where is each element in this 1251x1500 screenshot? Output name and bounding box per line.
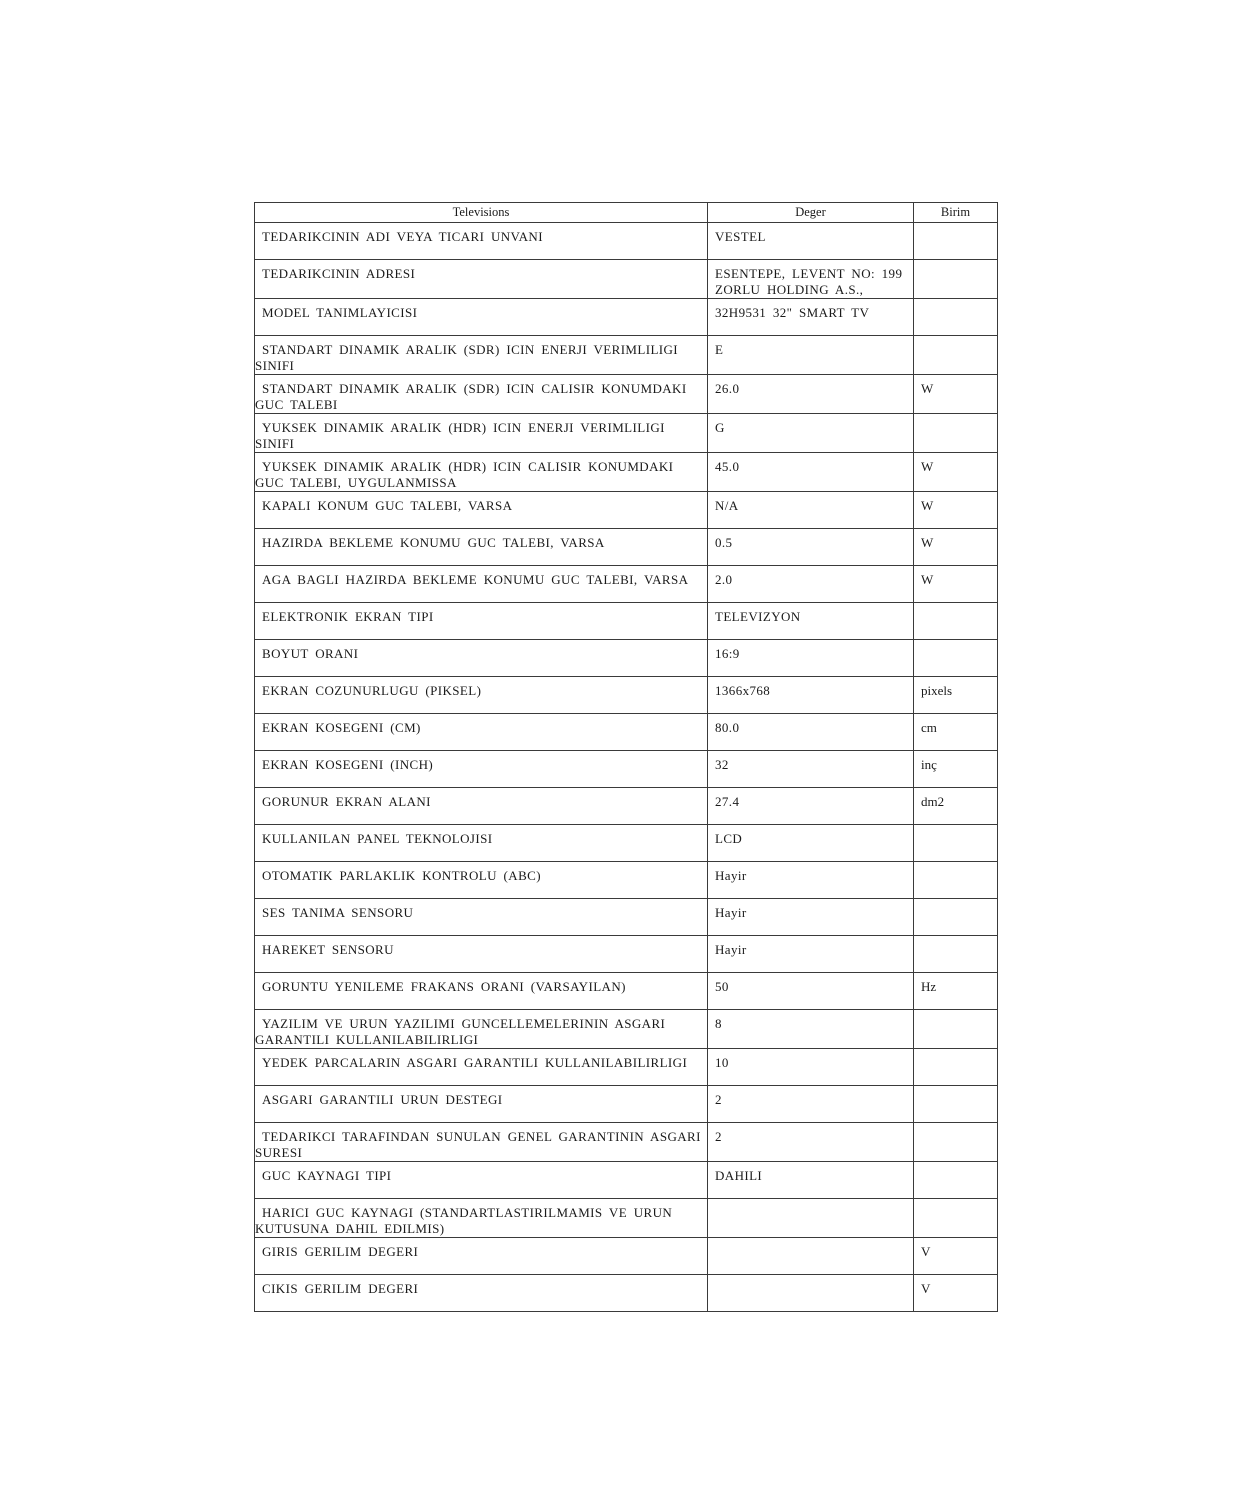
table-body: [255, 223, 998, 1312]
row-value: [708, 1238, 914, 1275]
row-unit: [914, 1086, 998, 1123]
table-row: [255, 260, 998, 299]
table-header: [255, 203, 998, 223]
row-unit: W: [914, 492, 998, 529]
row-value: 0.5: [708, 529, 914, 566]
row-label: MODEL TANIMLAYICISI: [255, 299, 708, 336]
table-row: [255, 603, 998, 640]
row-label: HAREKET SENSORU: [255, 936, 708, 973]
row-unit: [914, 640, 998, 677]
row-unit: [914, 414, 998, 453]
row-value: [708, 1275, 914, 1312]
table-row: [255, 640, 998, 677]
table-row: [255, 336, 998, 375]
header-unit: Birim: [914, 203, 998, 223]
row-value: E: [708, 336, 914, 375]
row-label: TEDARIKCININ ADI VEYA TICARI UNVANI: [255, 223, 708, 260]
row-value: 2: [708, 1086, 914, 1123]
row-value: 50: [708, 973, 914, 1010]
row-unit: [914, 299, 998, 336]
row-unit: W: [914, 453, 998, 492]
row-value: ESENTEPE, LEVENT NO: 199 ZORLU HOLDING A.S.,: [708, 260, 914, 299]
table-row: [255, 1162, 998, 1199]
row-unit: V: [914, 1275, 998, 1312]
row-label: YEDEK PARCALARIN ASGARI GARANTILI KULLANILABILIRLIGI: [255, 1049, 708, 1086]
table-row: [255, 973, 998, 1010]
table-row: [255, 788, 998, 825]
row-unit: [914, 1199, 998, 1238]
row-label: KAPALI KONUM GUC TALEBI, VARSA: [255, 492, 708, 529]
table-row: [255, 566, 998, 603]
row-value: 2: [708, 1123, 914, 1162]
table-row: [255, 414, 998, 453]
row-value: 32: [708, 751, 914, 788]
row-value: G: [708, 414, 914, 453]
row-label: OTOMATIK PARLAKLIK KONTROLU (ABC): [255, 862, 708, 899]
row-label: CIKIS GERILIM DEGERI: [255, 1275, 708, 1312]
table-row: [255, 1010, 998, 1049]
row-label: YUKSEK DINAMIK ARALIK (HDR) ICIN ENERJI VERIMLILIGI SINIFI: [255, 414, 708, 453]
table-row: [255, 529, 998, 566]
row-label: GORUNUR EKRAN ALANI: [255, 788, 708, 825]
row-value: Hayir: [708, 899, 914, 936]
row-value: 2.0: [708, 566, 914, 603]
row-unit: inç: [914, 751, 998, 788]
table-row: [255, 1199, 998, 1238]
table-row: [255, 936, 998, 973]
row-unit: Hz: [914, 973, 998, 1010]
table-row: [255, 714, 998, 751]
row-value: N/A: [708, 492, 914, 529]
row-label: EKRAN KOSEGENI (INCH): [255, 751, 708, 788]
row-unit: [914, 899, 998, 936]
row-label: STANDART DINAMIK ARALIK (SDR) ICIN ENERJI VERIMLILIGI SINIFI: [255, 336, 708, 375]
row-label: TEDARIKCI TARAFINDAN SUNULAN GENEL GARANTININ ASGARI SURESI: [255, 1123, 708, 1162]
row-label: HARICI GUC KAYNAGI (STANDARTLASTIRILMAMIS VE URUN KUTUSUNA DAHIL EDILMIS): [255, 1199, 708, 1238]
row-unit: [914, 223, 998, 260]
table-row: [255, 899, 998, 936]
row-label: GUC KAYNAGI TIPI: [255, 1162, 708, 1199]
row-label: EKRAN COZUNURLUGU (PIKSEL): [255, 677, 708, 714]
row-unit: [914, 336, 998, 375]
row-unit: pixels: [914, 677, 998, 714]
row-unit: [914, 260, 998, 299]
table-row: [255, 1049, 998, 1086]
table-row: [255, 862, 998, 899]
row-value: 16:9: [708, 640, 914, 677]
document-page: [254, 202, 997, 1312]
row-unit: cm: [914, 714, 998, 751]
row-value: 27.4: [708, 788, 914, 825]
table-row: [255, 453, 998, 492]
row-label: GIRIS GERILIM DEGERI: [255, 1238, 708, 1275]
row-unit: dm2: [914, 788, 998, 825]
row-value: VESTEL: [708, 223, 914, 260]
row-label: YUKSEK DINAMIK ARALIK (HDR) ICIN CALISIR KONUMDAKI GUC TALEBI, UYGULANMISSA: [255, 453, 708, 492]
row-unit: [914, 1049, 998, 1086]
row-unit: [914, 862, 998, 899]
row-label: HAZIRDA BEKLEME KONUMU GUC TALEBI, VARSA: [255, 529, 708, 566]
header-item: Televisions: [255, 203, 708, 223]
table-row: [255, 492, 998, 529]
header-value: Deger: [708, 203, 914, 223]
row-label: GORUNTU YENILEME FRAKANS ORANI (VARSAYILAN): [255, 973, 708, 1010]
row-label: ASGARI GARANTILI URUN DESTEGI: [255, 1086, 708, 1123]
row-value: 26.0: [708, 375, 914, 414]
row-value: 1366x768: [708, 677, 914, 714]
row-label: STANDART DINAMIK ARALIK (SDR) ICIN CALISIR KONUMDAKI GUC TALEBI: [255, 375, 708, 414]
row-unit: [914, 825, 998, 862]
row-label: TEDARIKCININ ADRESI: [255, 260, 708, 299]
row-value: DAHILI: [708, 1162, 914, 1199]
row-value: Hayir: [708, 862, 914, 899]
table-row: [255, 677, 998, 714]
row-label: EKRAN KOSEGENI (CM): [255, 714, 708, 751]
table-row: [255, 375, 998, 414]
table-row: [255, 223, 998, 260]
row-unit: [914, 1010, 998, 1049]
row-value: 80.0: [708, 714, 914, 751]
table-row: [255, 299, 998, 336]
table-row: [255, 1275, 998, 1312]
row-label: AGA BAGLI HAZIRDA BEKLEME KONUMU GUC TALEBI, VARSA: [255, 566, 708, 603]
header-row: [255, 203, 998, 223]
table-row: [255, 1086, 998, 1123]
row-unit: [914, 1162, 998, 1199]
row-value: LCD: [708, 825, 914, 862]
row-unit: W: [914, 529, 998, 566]
row-label: BOYUT ORANI: [255, 640, 708, 677]
table-row: [255, 1238, 998, 1275]
product-information-table: [254, 202, 998, 1312]
table-row: [255, 1123, 998, 1162]
row-unit: W: [914, 566, 998, 603]
row-unit: V: [914, 1238, 998, 1275]
row-value: 45.0: [708, 453, 914, 492]
table-row: [255, 825, 998, 862]
row-label: YAZILIM VE URUN YAZILIMI GUNCELLEMELERININ ASGARI GARANTILI KULLANILABILIRLIGI: [255, 1010, 708, 1049]
row-unit: W: [914, 375, 998, 414]
row-label: KULLANILAN PANEL TEKNOLOJISI: [255, 825, 708, 862]
row-unit: [914, 1123, 998, 1162]
row-unit: [914, 603, 998, 640]
row-value: Hayir: [708, 936, 914, 973]
row-value: 10: [708, 1049, 914, 1086]
row-label: ELEKTRONIK EKRAN TIPI: [255, 603, 708, 640]
row-value: TELEVIZYON: [708, 603, 914, 640]
row-unit: [914, 936, 998, 973]
row-value: 32H9531 32" SMART TV: [708, 299, 914, 336]
table-row: [255, 751, 998, 788]
row-label: SES TANIMA SENSORU: [255, 899, 708, 936]
row-value: 8: [708, 1010, 914, 1049]
row-value: [708, 1199, 914, 1238]
